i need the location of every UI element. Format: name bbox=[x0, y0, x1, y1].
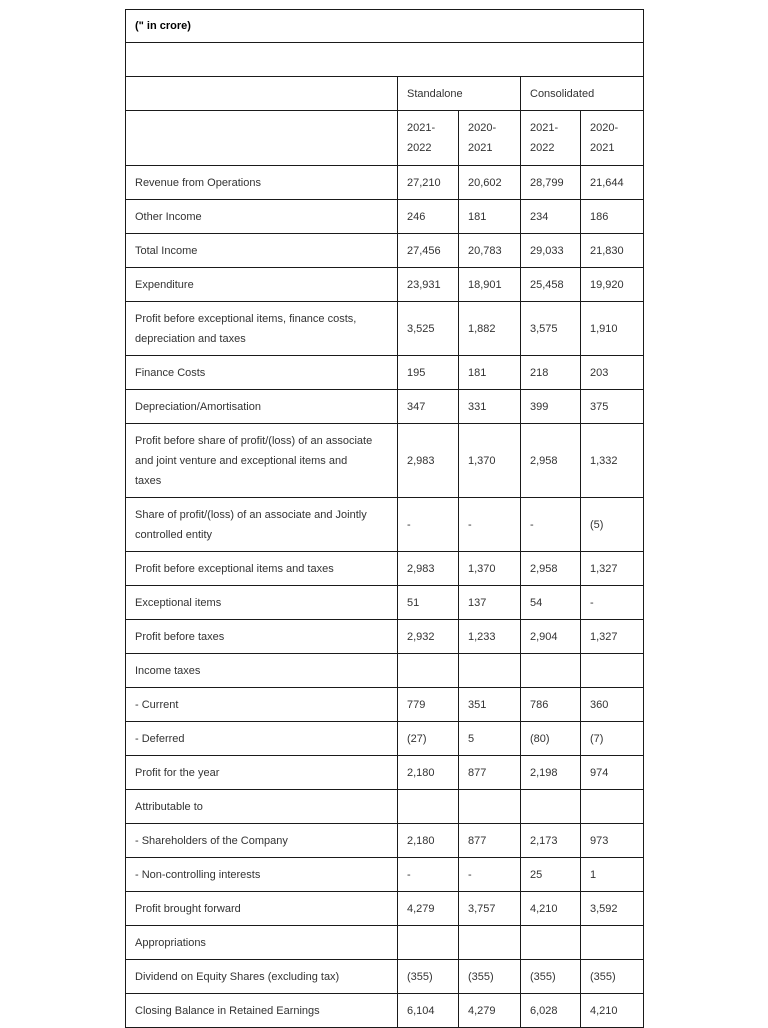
value-cell-consolidated-2021-2022: 2,904 bbox=[521, 620, 581, 654]
value-cell-standalone-2021-2022: 2,180 bbox=[398, 824, 459, 858]
row-label bbox=[126, 356, 398, 390]
row-label bbox=[126, 722, 398, 756]
value-cell-consolidated-2020-2021 bbox=[581, 926, 644, 960]
value-cell-consolidated-2020-2021: 4,210 bbox=[581, 994, 644, 1028]
row-label-line: - Non-controlling interests bbox=[135, 868, 261, 881]
value-cell-consolidated-2020-2021: 1,910 bbox=[581, 302, 644, 356]
value-cell-standalone-2020-2021: 18,901 bbox=[459, 268, 521, 302]
value-cell-standalone-2021-2022: 4,279 bbox=[398, 892, 459, 926]
value-cell-standalone-2021-2022: 27,456 bbox=[398, 234, 459, 268]
empty-header-cell bbox=[126, 111, 398, 166]
row-label-line: Closing Balance in Retained Earnings bbox=[135, 1004, 320, 1017]
value-cell-consolidated-2020-2021: 21,830 bbox=[581, 234, 644, 268]
value-cell-standalone-2021-2022: 246 bbox=[398, 200, 459, 234]
table-row bbox=[126, 200, 644, 234]
table-row bbox=[126, 892, 644, 926]
value-cell-consolidated-2021-2022: 25,458 bbox=[521, 268, 581, 302]
row-label bbox=[126, 234, 398, 268]
value-cell-consolidated-2020-2021: 19,920 bbox=[581, 268, 644, 302]
table-row bbox=[126, 994, 644, 1028]
row-label bbox=[126, 824, 398, 858]
value-cell-standalone-2020-2021 bbox=[459, 790, 521, 824]
value-cell-consolidated-2020-2021 bbox=[581, 790, 644, 824]
row-label-line: Profit for the year bbox=[135, 766, 220, 779]
value-cell-consolidated-2021-2022: 786 bbox=[521, 688, 581, 722]
value-cell-standalone-2020-2021: 351 bbox=[459, 688, 521, 722]
row-label bbox=[126, 994, 398, 1028]
value-cell-standalone-2021-2022: (355) bbox=[398, 960, 459, 994]
value-cell-standalone-2021-2022: 23,931 bbox=[398, 268, 459, 302]
value-cell-standalone-2020-2021: 1,233 bbox=[459, 620, 521, 654]
table-row bbox=[126, 756, 644, 790]
value-cell-standalone-2021-2022: 27,210 bbox=[398, 166, 459, 200]
table-row bbox=[126, 234, 644, 268]
row-label bbox=[126, 390, 398, 424]
value-cell-standalone-2021-2022 bbox=[398, 654, 459, 688]
value-cell-consolidated-2020-2021: (355) bbox=[581, 960, 644, 994]
table-row bbox=[126, 824, 644, 858]
row-label-line: Dividend on Equity Shares (excluding tax) bbox=[135, 970, 340, 983]
row-label bbox=[126, 268, 398, 302]
row-label bbox=[126, 200, 398, 234]
row-label bbox=[126, 790, 398, 824]
value-cell-standalone-2021-2022 bbox=[398, 926, 459, 960]
table-row bbox=[126, 302, 644, 356]
value-cell-standalone-2020-2021: (355) bbox=[459, 960, 521, 994]
value-cell-consolidated-2021-2022 bbox=[521, 926, 581, 960]
row-label bbox=[126, 302, 398, 356]
value-cell-consolidated-2020-2021: 1,327 bbox=[581, 552, 644, 586]
row-label bbox=[126, 586, 398, 620]
value-cell-consolidated-2020-2021: 21,644 bbox=[581, 166, 644, 200]
value-cell-standalone-2020-2021: 181 bbox=[459, 356, 521, 390]
year-header-standalone-previous bbox=[459, 111, 521, 166]
value-cell-standalone-2021-2022: 2,983 bbox=[398, 424, 459, 498]
value-cell-standalone-2021-2022: 195 bbox=[398, 356, 459, 390]
row-label bbox=[126, 166, 398, 200]
value-cell-consolidated-2021-2022: 2,198 bbox=[521, 756, 581, 790]
value-cell-consolidated-2020-2021: 1,327 bbox=[581, 620, 644, 654]
row-label-line: Expenditure bbox=[135, 278, 194, 291]
value-cell-standalone-2021-2022: (27) bbox=[398, 722, 459, 756]
consolidated-header: Consolidated bbox=[521, 77, 644, 111]
value-cell-standalone-2021-2022: 2,932 bbox=[398, 620, 459, 654]
blank-cell bbox=[126, 43, 644, 77]
row-label bbox=[126, 892, 398, 926]
row-label-line: Profit before taxes bbox=[135, 630, 225, 643]
row-label bbox=[126, 858, 398, 892]
value-cell-consolidated-2021-2022: 54 bbox=[521, 586, 581, 620]
value-cell-consolidated-2020-2021: 1,332 bbox=[581, 424, 644, 498]
value-cell-standalone-2021-2022 bbox=[398, 790, 459, 824]
value-cell-consolidated-2020-2021: 3,592 bbox=[581, 892, 644, 926]
value-cell-standalone-2020-2021: - bbox=[459, 498, 521, 552]
value-cell-consolidated-2020-2021: 203 bbox=[581, 356, 644, 390]
value-cell-standalone-2021-2022: 347 bbox=[398, 390, 459, 424]
row-label-line: and joint venture and exceptional items and bbox=[135, 454, 348, 467]
value-cell-standalone-2020-2021: 5 bbox=[459, 722, 521, 756]
value-cell-standalone-2020-2021: 877 bbox=[459, 756, 521, 790]
year-header-consolidated-current bbox=[521, 111, 581, 166]
value-cell-consolidated-2021-2022: 399 bbox=[521, 390, 581, 424]
value-cell-consolidated-2021-2022: 4,210 bbox=[521, 892, 581, 926]
value-cell-standalone-2020-2021: 4,279 bbox=[459, 994, 521, 1028]
row-label bbox=[126, 688, 398, 722]
year-header-line: 2021- bbox=[407, 122, 436, 134]
table-row bbox=[126, 166, 644, 200]
value-cell-consolidated-2020-2021: 375 bbox=[581, 390, 644, 424]
row-label-line: Income taxes bbox=[135, 664, 201, 677]
year-header-line: 2020- bbox=[590, 122, 619, 134]
value-cell-standalone-2020-2021 bbox=[459, 926, 521, 960]
year-header-line: 2022 bbox=[530, 142, 555, 154]
value-cell-standalone-2021-2022: 3,525 bbox=[398, 302, 459, 356]
value-cell-consolidated-2021-2022: 2,958 bbox=[521, 552, 581, 586]
table-row bbox=[126, 498, 644, 552]
value-cell-standalone-2020-2021: 20,783 bbox=[459, 234, 521, 268]
row-label-line: Exceptional items bbox=[135, 596, 222, 609]
value-cell-consolidated-2021-2022: 25 bbox=[521, 858, 581, 892]
value-cell-consolidated-2021-2022 bbox=[521, 790, 581, 824]
year-header-line: 2021 bbox=[590, 142, 615, 154]
financial-results-table bbox=[125, 9, 644, 1028]
year-header-standalone-current bbox=[398, 111, 459, 166]
row-label bbox=[126, 424, 398, 498]
row-label bbox=[126, 756, 398, 790]
row-label-line: controlled entity bbox=[135, 528, 213, 541]
value-cell-consolidated-2020-2021: 360 bbox=[581, 688, 644, 722]
row-label-line: Depreciation/Amortisation bbox=[135, 400, 261, 413]
table-row bbox=[126, 390, 644, 424]
group-header-row bbox=[126, 77, 644, 111]
empty-header-cell bbox=[126, 77, 398, 111]
row-label-line: Profit brought forward bbox=[135, 902, 241, 915]
value-cell-standalone-2021-2022: 2,983 bbox=[398, 552, 459, 586]
year-header-row bbox=[126, 111, 644, 166]
table-row bbox=[126, 960, 644, 994]
value-cell-consolidated-2021-2022: 28,799 bbox=[521, 166, 581, 200]
table-row bbox=[126, 356, 644, 390]
value-cell-consolidated-2021-2022: - bbox=[521, 498, 581, 552]
row-label-line: - Current bbox=[135, 698, 179, 711]
row-label bbox=[126, 620, 398, 654]
year-header-line: 2021- bbox=[530, 122, 559, 134]
row-label-line: Share of profit/(loss) of an associate and Jointly bbox=[135, 508, 367, 521]
row-label-line: Attributable to bbox=[135, 800, 203, 813]
table-row bbox=[126, 654, 644, 688]
table-row bbox=[126, 722, 644, 756]
row-label-line: Profit before exceptional items and taxes bbox=[135, 562, 334, 575]
row-label-line: Profit before share of profit/(loss) of an associate bbox=[135, 434, 373, 447]
value-cell-standalone-2020-2021: - bbox=[459, 858, 521, 892]
standalone-header: Standalone bbox=[398, 77, 521, 111]
value-cell-standalone-2021-2022: - bbox=[398, 858, 459, 892]
value-cell-standalone-2020-2021: 877 bbox=[459, 824, 521, 858]
value-cell-standalone-2021-2022: - bbox=[398, 498, 459, 552]
year-header-line: 2020- bbox=[468, 122, 497, 134]
value-cell-consolidated-2020-2021: (7) bbox=[581, 722, 644, 756]
value-cell-standalone-2020-2021: 137 bbox=[459, 586, 521, 620]
value-cell-standalone-2021-2022: 2,180 bbox=[398, 756, 459, 790]
value-cell-consolidated-2021-2022: 2,173 bbox=[521, 824, 581, 858]
value-cell-standalone-2020-2021: 1,370 bbox=[459, 424, 521, 498]
value-cell-consolidated-2020-2021: - bbox=[581, 586, 644, 620]
value-cell-standalone-2020-2021 bbox=[459, 654, 521, 688]
row-label-line: - Shareholders of the Company bbox=[135, 834, 288, 847]
value-cell-standalone-2020-2021: 1,370 bbox=[459, 552, 521, 586]
unit-note: (" in crore) bbox=[126, 10, 644, 43]
row-label-line: Other Income bbox=[135, 210, 202, 223]
year-header-line: 2022 bbox=[407, 142, 432, 154]
value-cell-consolidated-2021-2022: 218 bbox=[521, 356, 581, 390]
value-cell-standalone-2021-2022: 779 bbox=[398, 688, 459, 722]
value-cell-consolidated-2021-2022: 29,033 bbox=[521, 234, 581, 268]
row-label-line: Appropriations bbox=[135, 936, 206, 949]
table-row bbox=[126, 620, 644, 654]
table-row bbox=[126, 858, 644, 892]
unit-row bbox=[126, 10, 644, 43]
row-label-line: depreciation and taxes bbox=[135, 332, 246, 345]
value-cell-consolidated-2021-2022: 6,028 bbox=[521, 994, 581, 1028]
value-cell-standalone-2021-2022: 51 bbox=[398, 586, 459, 620]
row-label bbox=[126, 552, 398, 586]
year-header-line: 2021 bbox=[468, 142, 493, 154]
value-cell-consolidated-2021-2022: 234 bbox=[521, 200, 581, 234]
value-cell-consolidated-2020-2021: 1 bbox=[581, 858, 644, 892]
row-label bbox=[126, 960, 398, 994]
table-row bbox=[126, 926, 644, 960]
blank-row bbox=[126, 43, 644, 77]
row-label-line: Revenue from Operations bbox=[135, 176, 261, 189]
value-cell-consolidated-2020-2021: (5) bbox=[581, 498, 644, 552]
value-cell-consolidated-2020-2021: 973 bbox=[581, 824, 644, 858]
value-cell-standalone-2020-2021: 3,757 bbox=[459, 892, 521, 926]
row-label bbox=[126, 654, 398, 688]
table-row bbox=[126, 552, 644, 586]
row-label-line: taxes bbox=[135, 474, 162, 487]
row-label bbox=[126, 498, 398, 552]
value-cell-standalone-2020-2021: 20,602 bbox=[459, 166, 521, 200]
table-row bbox=[126, 688, 644, 722]
value-cell-consolidated-2021-2022 bbox=[521, 654, 581, 688]
row-label-line: Profit before exceptional items, finance costs, bbox=[135, 312, 357, 325]
value-cell-consolidated-2020-2021: 186 bbox=[581, 200, 644, 234]
table-row bbox=[126, 790, 644, 824]
row-label-line: - Deferred bbox=[135, 732, 185, 745]
table-row bbox=[126, 424, 644, 498]
value-cell-standalone-2020-2021: 181 bbox=[459, 200, 521, 234]
value-cell-standalone-2021-2022: 6,104 bbox=[398, 994, 459, 1028]
row-label bbox=[126, 926, 398, 960]
value-cell-consolidated-2020-2021: 974 bbox=[581, 756, 644, 790]
value-cell-consolidated-2020-2021 bbox=[581, 654, 644, 688]
value-cell-standalone-2020-2021: 1,882 bbox=[459, 302, 521, 356]
year-header-consolidated-previous bbox=[581, 111, 644, 166]
table-row bbox=[126, 586, 644, 620]
value-cell-consolidated-2021-2022: (355) bbox=[521, 960, 581, 994]
value-cell-consolidated-2021-2022: 3,575 bbox=[521, 302, 581, 356]
table-row bbox=[126, 268, 644, 302]
row-label-line: Total Income bbox=[135, 244, 198, 257]
row-label-line: Finance Costs bbox=[135, 366, 206, 379]
value-cell-consolidated-2021-2022: (80) bbox=[521, 722, 581, 756]
value-cell-standalone-2020-2021: 331 bbox=[459, 390, 521, 424]
value-cell-consolidated-2021-2022: 2,958 bbox=[521, 424, 581, 498]
